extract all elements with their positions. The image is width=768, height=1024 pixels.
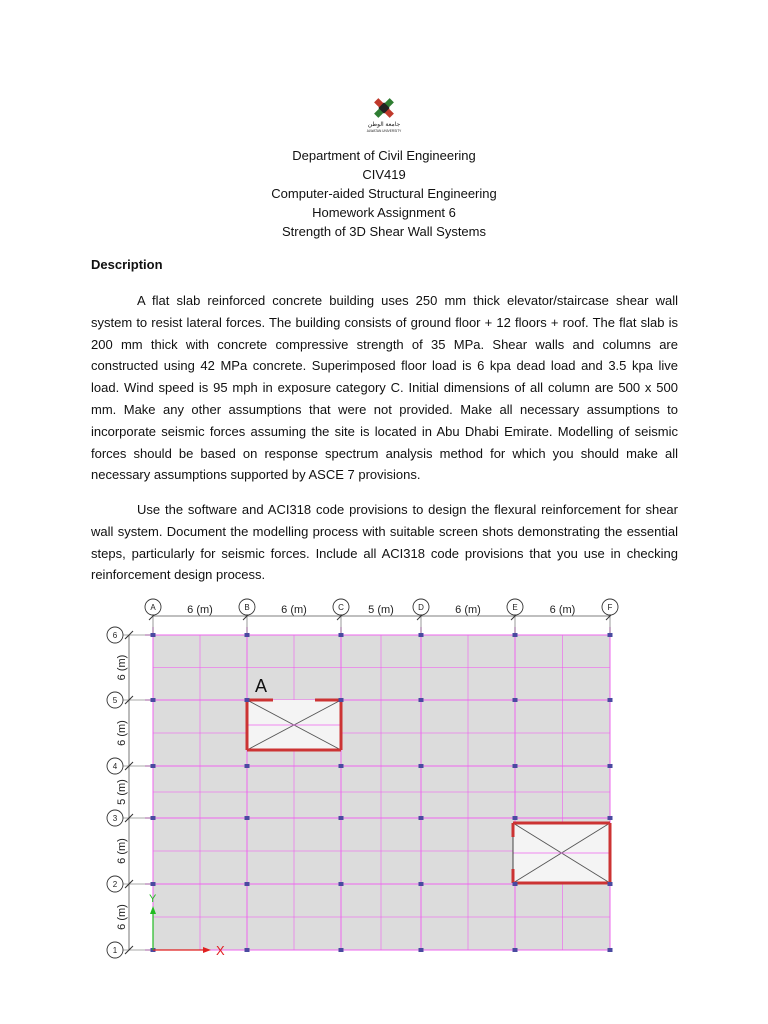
grid-label-y: 2 xyxy=(112,880,118,889)
description-heading: Description xyxy=(91,257,163,272)
column xyxy=(151,816,156,820)
grid-label-y: 3 xyxy=(112,814,118,823)
column xyxy=(513,816,518,820)
department-name: Department of Civil Engineering xyxy=(292,148,476,163)
column xyxy=(608,882,613,886)
grid-label-x: D xyxy=(418,603,424,612)
assignment-title: Homework Assignment 6 xyxy=(312,205,456,220)
description-paragraph-1: A flat slab reinforced concrete building uses 250 mm thick elevator/staircase shear wall system to resist lateral forces. The building consists of ground floor + 12 floors + roof. The flat slab is 200 mm thick with concrete compressive strength of 35 MPa. Shear walls and columns are constructed using 42 MPa concrete. Superimposed floor load is 6 kpa dead load and 3.5 kpa live load. Wind speed is 95 mph in exposure category C. Initial dimensions of all column are 500 x 500 mm. Make any other assumptions that were not provided. Make all necessary assumptions to incorporate seismic forces assuming the site is located in Abu Dhabi Emirate. Modelling of seismic forces should be based on response spectrum analysis method for which you should make all necessary assumptions supported by ASCE 7 provisions. xyxy=(91,293,678,483)
column xyxy=(513,882,518,886)
column xyxy=(339,948,344,952)
column xyxy=(339,882,344,886)
axis-x-label: X xyxy=(216,943,225,958)
course-code: CIV419 xyxy=(362,167,406,182)
dimension-label-y: 6 (m) xyxy=(116,720,128,746)
column xyxy=(419,948,424,952)
column xyxy=(245,764,250,768)
column xyxy=(245,882,250,886)
grid-label-y: 6 xyxy=(112,631,118,640)
column xyxy=(245,698,250,702)
grid-label-x: B xyxy=(244,603,250,612)
column xyxy=(151,764,156,768)
core-label: A xyxy=(255,676,268,696)
column xyxy=(245,633,250,637)
column xyxy=(245,948,250,952)
column xyxy=(419,633,424,637)
column xyxy=(245,816,250,820)
column xyxy=(419,816,424,820)
dimension-label-y: 6 (m) xyxy=(116,654,128,681)
grid-label-x: C xyxy=(338,603,344,612)
grid-label-x: E xyxy=(512,603,518,612)
description-paragraph-2: Use the software and ACI318 code provisions to design the flexural reinforcement for shear wall system. Document the modelling process with suitable screen shots demonstrating the essential steps, particularly for seismic forces. Include all ACI318 code provisions that you use in checking reinforcement design process. xyxy=(91,502,678,583)
column xyxy=(608,764,613,768)
axis-y-label: Y xyxy=(149,893,157,905)
column xyxy=(151,633,156,637)
column xyxy=(339,698,344,702)
dimension-label-x: 6 (m) xyxy=(281,604,307,616)
column xyxy=(608,948,613,952)
slab-area xyxy=(153,635,610,950)
grid-label-x: A xyxy=(150,603,156,612)
column xyxy=(339,633,344,637)
grid-label-y: 1 xyxy=(112,946,118,955)
column xyxy=(513,764,518,768)
document-header xyxy=(0,146,768,241)
dimension-label-y: 5 (m) xyxy=(116,779,128,805)
dimension-label-y: 6 (m) xyxy=(116,904,128,930)
dimension-label-x: 6 (m) xyxy=(455,604,481,616)
logo-caption-latin: ALWATAN UNIVERSITY xyxy=(366,129,402,133)
column xyxy=(151,882,156,886)
column xyxy=(419,764,424,768)
dimension-label-x: 6 (m) xyxy=(549,604,576,616)
grid-label-y: 4 xyxy=(112,762,118,771)
dimension-label-x: 5 (m) xyxy=(368,604,394,616)
column xyxy=(608,698,613,702)
column xyxy=(339,816,344,820)
column xyxy=(419,698,424,702)
dimension-label-y: 6 (m) xyxy=(116,838,128,864)
column xyxy=(419,882,424,886)
column xyxy=(513,633,518,637)
column xyxy=(339,764,344,768)
column xyxy=(608,633,613,637)
assignment-topic: Strength of 3D Shear Wall Systems xyxy=(282,224,486,239)
university-logo-icon xyxy=(364,94,404,134)
grid-label-y: 5 xyxy=(112,696,118,705)
floor-plan-grid xyxy=(94,596,624,964)
column xyxy=(513,698,518,702)
column xyxy=(608,816,613,820)
course-title: Computer-aided Structural Engineering xyxy=(271,186,497,201)
grid-label-x: F xyxy=(607,603,613,612)
column xyxy=(151,698,156,702)
column xyxy=(513,948,518,952)
logo-caption: جامعة الوطن xyxy=(367,122,401,128)
dimension-label-x: 6 (m) xyxy=(187,604,213,616)
